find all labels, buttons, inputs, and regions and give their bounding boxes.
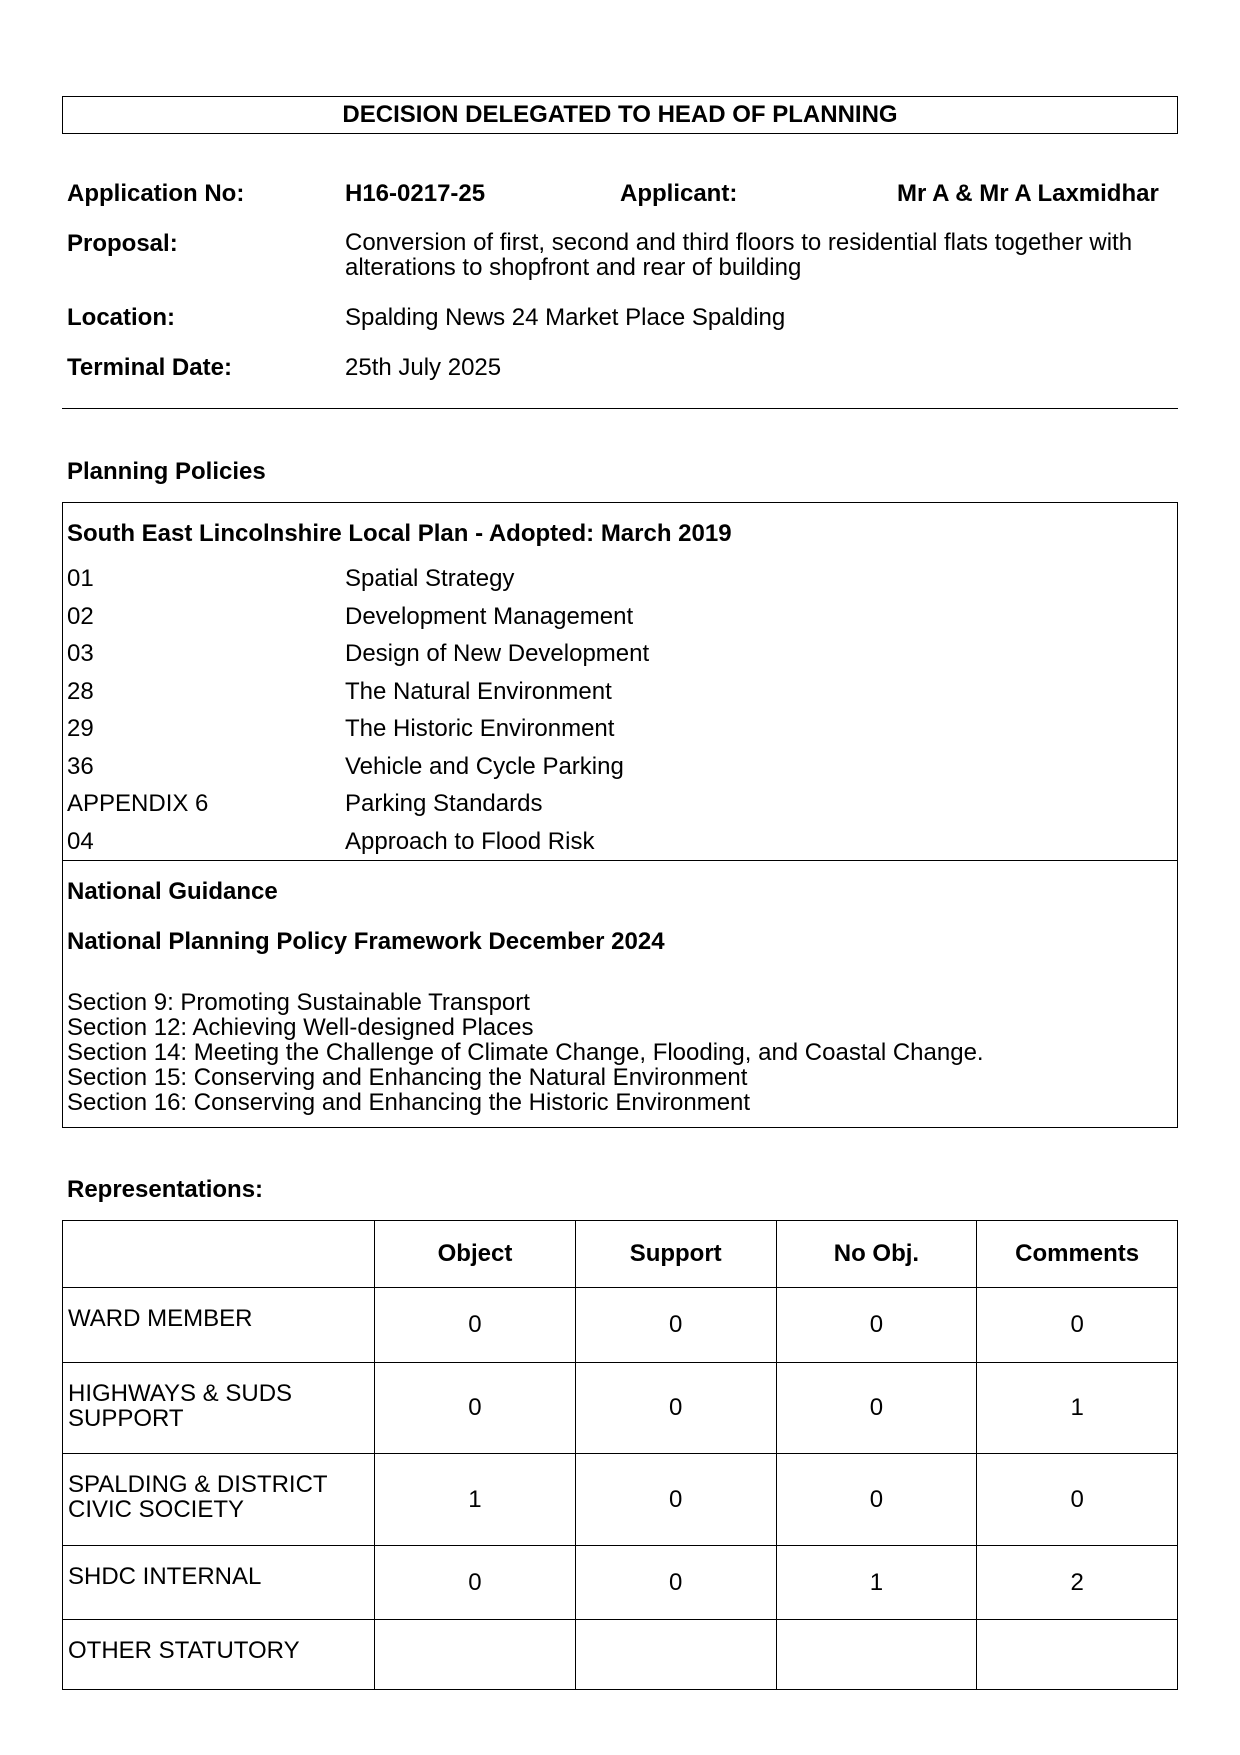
policy-name: Vehicle and Cycle Parking [345, 753, 624, 780]
object-count [375, 1620, 576, 1690]
column-header: Comments [977, 1221, 1178, 1288]
policy-code: 01 [67, 565, 94, 592]
nppf-section: Section 16: Conserving and Enhancing the Historic Environment [67, 1089, 751, 1116]
policy-code: 36 [67, 753, 94, 780]
applicant-name: Mr A & Mr A Laxmidhar [897, 180, 1159, 207]
applicant-label: Applicant: [620, 180, 738, 207]
support-count: 0 [575, 1363, 776, 1454]
comments-count: 0 [977, 1288, 1178, 1363]
row-label-line: SPALDING & DISTRICT [68, 1471, 328, 1498]
row-label-line: SUPPORT [68, 1405, 184, 1432]
policy-code: APPENDIX 6 [67, 790, 209, 817]
support-count: 0 [575, 1546, 776, 1620]
row-label [63, 1363, 375, 1454]
policy-code: 04 [67, 828, 94, 855]
terminal-date-label: Terminal Date: [67, 354, 232, 381]
support-count: 0 [575, 1454, 776, 1546]
application-no-label: Application No: [67, 180, 245, 207]
representations-heading: Representations: [67, 1176, 264, 1203]
row-label-line: SHDC INTERNAL [68, 1563, 262, 1590]
policy-name: Design of New Development [345, 640, 650, 667]
no-objection-count: 1 [776, 1546, 977, 1620]
local-plan-title: South East Lincolnshire Local Plan - Adopted: March 2019 [67, 520, 732, 547]
row-label [63, 1288, 375, 1363]
policy-name: Development Management [345, 603, 634, 630]
proposal-line: Conversion of first, second and third floors to residential flats together with [345, 229, 1133, 256]
policy-divider [62, 860, 1178, 861]
nppf-section: Section 12: Achieving Well-designed Places [67, 1014, 534, 1041]
nppf-title: National Planning Policy Framework December 2024 [67, 928, 665, 955]
column-header: Support [575, 1221, 776, 1288]
policy-name: Spatial Strategy [345, 565, 515, 592]
row-label [63, 1620, 375, 1690]
policy-name: Parking Standards [345, 790, 543, 817]
row-label-line: HIGHWAYS & SUDS [68, 1380, 293, 1407]
nppf-section: Section 14: Meeting the Challenge of Climate Change, Flooding, and Coastal Change. [67, 1039, 984, 1066]
object-count: 0 [375, 1363, 576, 1454]
application-no: H16-0217-25 [345, 180, 486, 207]
policy-code: 03 [67, 640, 94, 667]
table-row [63, 1288, 1178, 1363]
comments-count: 0 [977, 1454, 1178, 1546]
national-guidance-heading: National Guidance [67, 878, 278, 905]
column-header [63, 1221, 375, 1288]
object-count: 1 [375, 1454, 576, 1546]
policy-name: The Natural Environment [345, 678, 612, 705]
comments-count: 2 [977, 1546, 1178, 1620]
row-label-line: OTHER STATUTORY [68, 1637, 300, 1664]
table-row [63, 1454, 1178, 1546]
support-count [575, 1620, 776, 1690]
policy-code: 02 [67, 603, 94, 630]
no-objection-count: 0 [776, 1288, 977, 1363]
comments-count: 1 [977, 1363, 1178, 1454]
row-label-line: WARD MEMBER [68, 1305, 253, 1332]
no-objection-count: 0 [776, 1454, 977, 1546]
terminal-date-value: 25th July 2025 [345, 354, 502, 381]
row-label [63, 1546, 375, 1620]
page-title: DECISION DELEGATED TO HEAD OF PLANNING [62, 96, 1178, 134]
table-row [63, 1620, 1178, 1690]
object-count: 0 [375, 1546, 576, 1620]
comments-count [977, 1620, 1178, 1690]
object-count: 0 [375, 1288, 576, 1363]
nppf-section-list [67, 990, 984, 1115]
table-row [63, 1363, 1178, 1454]
policy-name: The Historic Environment [345, 715, 615, 742]
column-header: No Obj. [776, 1221, 977, 1288]
proposal-label: Proposal: [67, 230, 178, 257]
no-objection-count [776, 1620, 977, 1690]
policy-code: 28 [67, 678, 94, 705]
row-label-line: CIVIC SOCIETY [68, 1496, 245, 1523]
proposal-line: alterations to shopfront and rear of building [345, 254, 802, 281]
representations-table [62, 1220, 1178, 1690]
policy-code: 29 [67, 715, 94, 742]
table-row [63, 1546, 1178, 1620]
planning-policies-heading: Planning Policies [67, 458, 266, 485]
row-label [63, 1454, 375, 1546]
nppf-section: Section 15: Conserving and Enhancing the Natural Environment [67, 1064, 748, 1091]
section-divider [62, 408, 1178, 409]
nppf-section: Section 9: Promoting Sustainable Transport [67, 989, 530, 1016]
policy-name: Approach to Flood Risk [345, 828, 595, 855]
table-header-row [63, 1221, 1178, 1288]
proposal-text [345, 230, 1132, 280]
no-objection-count: 0 [776, 1363, 977, 1454]
location-value: Spalding News 24 Market Place Spalding [345, 304, 786, 331]
column-header: Object [375, 1221, 576, 1288]
support-count: 0 [575, 1288, 776, 1363]
location-label: Location: [67, 304, 175, 331]
